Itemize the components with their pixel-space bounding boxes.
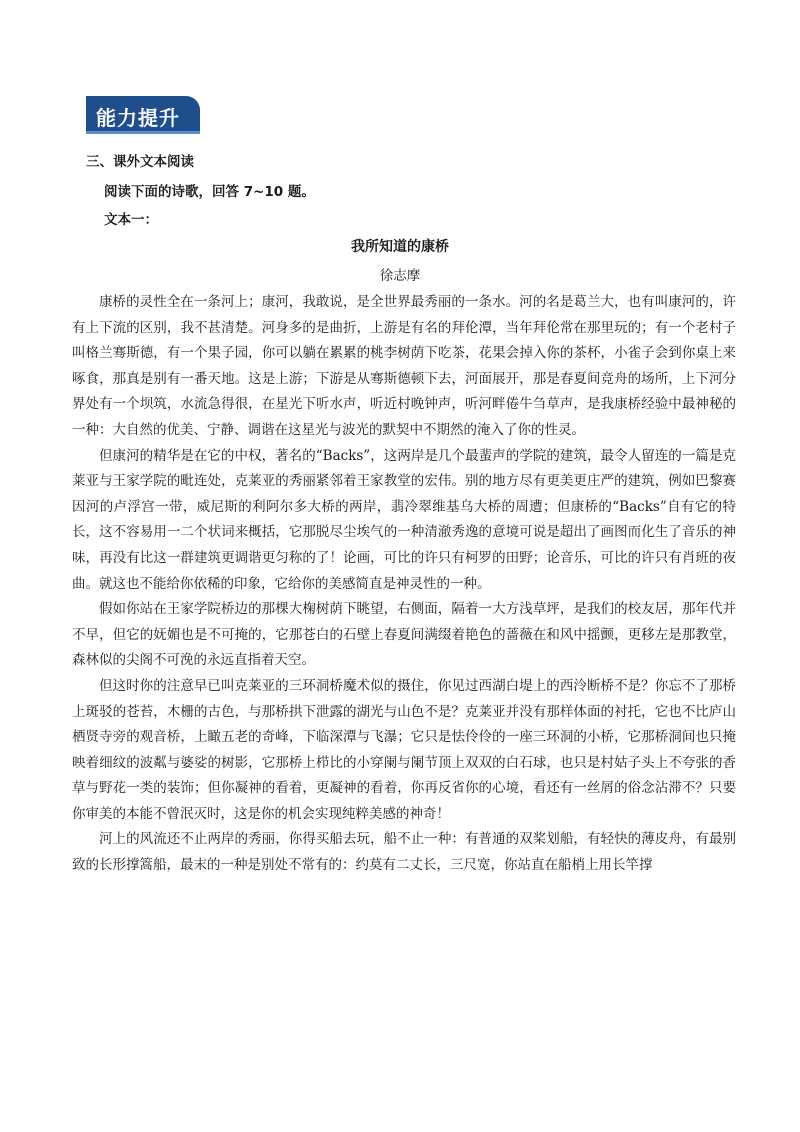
- paragraph: 但这时你的注意早已叫克莱亚的三环洞桥魔术似的摄住，你见过西湖白堤上的西泠断桥不是？你忘不了那桥上斑驳的苍苔，木栅的古色，与那桥拱下泄露的湖光与山色不是？克莱亚并没有那样体面的衬托，它也不比庐山栖贤寺旁的观音桥，上瞰五老的奇峰，下临深潭与飞瀑；它只是怯伶伶的一座三环洞的小桥，它那桥洞间也只掩映着细纹的波粼与婆娑的树影，它那桥上栉比的小穿阑与阑节顶上双双的白石球，也只是村姑子头上不夸张的香草与野花一类的装饰；但你凝神的看着，更凝神的看着，你再反省你的心境，看还有一丝屑的俗念沾滞不？只要你审美的本能不曾泯灭时，这是你的机会实现纯粹美感的神奇！: [72, 677, 736, 822]
- section-banner: [86, 96, 200, 134]
- article-body: [72, 290, 736, 879]
- text-label: 文本一：: [104, 212, 158, 228]
- article-author: 徐志摩: [379, 268, 421, 284]
- paragraph: 假如你站在王家学院桥边的那棵大椈树荫下眺望，右侧面，隔着一大方浅草坪，是我们的校友居，那年代并不早，但它的妩媚也是不可掩的，它那苍白的石壁上春夏间满缀着艳色的蔷薇在和风中摇颤，更移左是那教堂，森林似的尖阁不可浼的永远直指着天空。: [72, 601, 736, 669]
- banner-label: 能力提升: [96, 106, 180, 130]
- paragraph: 河上的风流还不止两岸的秀丽，你得买船去玩，船不止一种：有普通的双桨划船，有轻快的薄皮舟，有最别致的长形撑篙船，最末的一种是别处不常有的：约莫有二丈长，三尺宽，你站直在船梢上用长竿撑: [72, 831, 736, 874]
- article-title: 我所知道的康桥: [351, 239, 449, 255]
- question-instruction: 阅读下面的诗歌，回答 7~10 题。: [104, 184, 315, 200]
- section-heading: 三、课外文本阅读: [86, 154, 194, 170]
- paragraph: 但康河的精华是在它的中权，著名的“Backs”，这两岸是几个最蜚声的学院的建筑，最令人留连的一篇是克莱亚与王家学院的毗连处，克莱亚的秀丽紧邻着王家教堂的宏伟。别的地方尽有更美更庄严的建筑，例如巴黎赛因河的卢浮宫一带，威尼斯的利阿尔多大桥的两岸，翡冷翠维基乌大桥的周遭；但康桥的“Backs”自有它的特长，这不容易用一二个状词来概括，它那脱尽尘埃气的一种清澈秀逸的意境可说是超出了画图而化生了音乐的神味，再没有比这一群建筑更调谐更匀称的了！论画，可比的许只有柯罗的田野；论音乐，可比的许只有肖班的夜曲。就这也不能给你依稀的印象，它给你的美感简直是神灵性的一种。: [72, 447, 736, 592]
- paragraph: 康桥的灵性全在一条河上；康河，我敢说，是全世界最秀丽的一条水。河的名是葛兰大，也有叫康河的，许有上下流的区别，我不甚清楚。河身多的是曲折，上游是有名的拜伦潭，当年拜伦常在那里玩的；有一个老村子叫格兰骞斯德，有一个果子园，你可以躺在累累的桃李树荫下吃茶，花果会掉入你的茶杯，小雀子会到你桌上来啄食，那真是别有一番天地。这是上游；下游是从骞斯德顿下去，河面展开，那是春夏间竞舟的场所，上下河分界处有一个坝筑，水流急得很，在星光下听水声，听近村晚钟声，听河畔倦牛刍草声，是我康桥经验中最神秘的一种：大自然的优美、宁静、调谐在这星光与波光的默契中不期然的淹入了你的性灵。: [72, 294, 736, 438]
